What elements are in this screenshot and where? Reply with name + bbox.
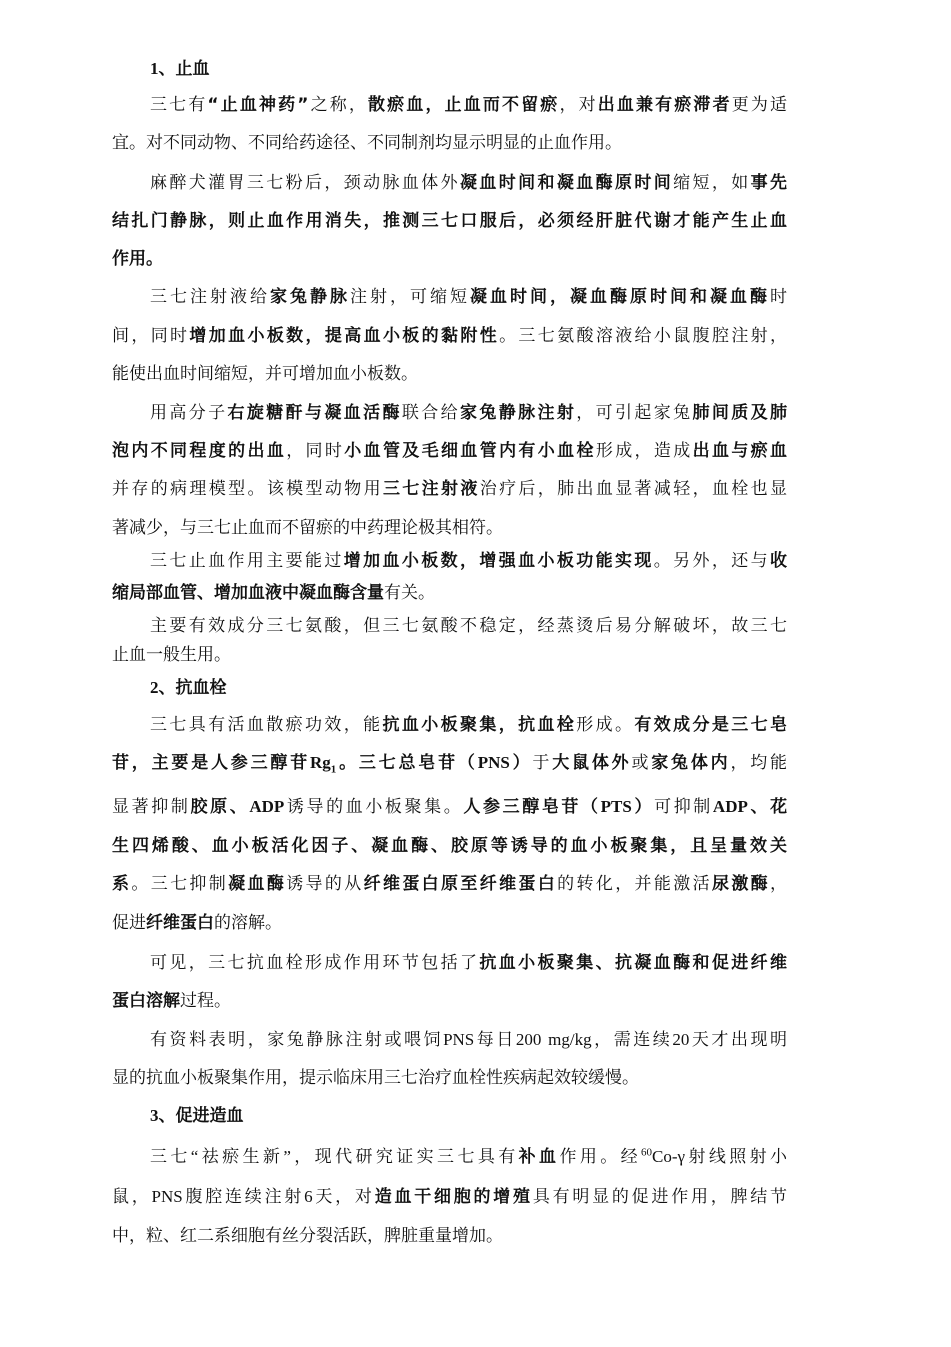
bold-text: 大鼠体外 bbox=[552, 753, 632, 773]
bold-text: 凝血时间和凝血酶原时间 bbox=[460, 173, 674, 193]
bold-text: 三七注射液 bbox=[382, 479, 480, 499]
bold-text: 补血 bbox=[518, 1147, 560, 1167]
text-run: 主要有效成分三七氨酸，但三七氨酸不稳定，经蒸烫后易分解破坏，故三七 bbox=[150, 616, 787, 636]
text-run: ， bbox=[770, 874, 788, 894]
text-run: ，需连续 bbox=[591, 1030, 673, 1050]
bold-text: 胶原 bbox=[190, 797, 230, 817]
text-run: 20 bbox=[672, 1030, 690, 1049]
bold-text: 生四烯酸、血小板活化因子、凝血酶、胶原等诱导的血小板聚集，且呈量效关 bbox=[112, 836, 787, 856]
text-run: 腹腔连续注射 bbox=[182, 1187, 305, 1207]
bold-text: 抗血小板聚集，抗血栓 bbox=[382, 715, 577, 735]
bold-text: 结扎门静脉，则止血作用消失，推测三七口服后，必须经肝脏代谢才能产生止血 bbox=[112, 211, 787, 231]
bold-text: 凝血时间，凝血酶原时间和凝血酶 bbox=[470, 287, 770, 307]
text-run: 三七止血作用主要能过 bbox=[150, 551, 344, 571]
text-run: 天才出现明 bbox=[689, 1030, 788, 1050]
text-run: 的转化，并能激活 bbox=[557, 874, 712, 894]
text-line bbox=[150, 1145, 787, 1169]
text-line bbox=[150, 171, 787, 195]
text-run: 用高分子 bbox=[150, 403, 228, 423]
section-heading bbox=[150, 57, 787, 81]
text-run: 有关。 bbox=[384, 583, 435, 603]
text-line bbox=[150, 713, 787, 737]
bold-text: 蛋白溶解 bbox=[112, 991, 180, 1011]
bold-text: 泡内不同程度的出血 bbox=[112, 441, 287, 461]
text-line bbox=[112, 1066, 787, 1090]
bold-text: 人参三醇皂苷（ bbox=[463, 797, 601, 817]
text-run: 三七注射液给 bbox=[150, 287, 270, 307]
text-run: 诱导的从 bbox=[286, 874, 364, 894]
text-line bbox=[150, 1028, 787, 1052]
bold-text: ） bbox=[509, 753, 533, 773]
text-line bbox=[150, 549, 787, 573]
text-line bbox=[112, 131, 787, 155]
heading-separator: 、 bbox=[158, 59, 176, 79]
text-run: 200 mg/kg bbox=[515, 1030, 592, 1049]
text-line bbox=[112, 247, 787, 271]
bold-text: 造血干细胞的增殖 bbox=[374, 1187, 533, 1207]
text-run: 显的抗血小板聚集作用，提示临床用三七治疗血栓性疾病起效较缓慢。 bbox=[112, 1068, 639, 1088]
bold-text: 作用。 bbox=[112, 249, 163, 269]
text-run: 具有明显的促进作用，脾结节 bbox=[532, 1187, 788, 1207]
bold-text: 苷，主要是人参三醇苷 bbox=[112, 753, 310, 773]
text-run: 止血一般生用。 bbox=[112, 645, 231, 665]
text-run: 三七具有活血散瘀功效，能 bbox=[150, 715, 383, 735]
bold-text: 肺间质及肺 bbox=[692, 403, 787, 423]
text-line bbox=[150, 285, 787, 309]
text-line bbox=[112, 989, 787, 1013]
text-line bbox=[150, 614, 787, 638]
bold-text: Rg bbox=[310, 753, 331, 772]
bold-text: 1 bbox=[330, 763, 337, 776]
text-run: “祛瘀生新” bbox=[190, 1147, 291, 1166]
text-run: 能使出血时间缩短，并可增加血小板数。 bbox=[112, 364, 418, 384]
text-run: 显著抑制 bbox=[112, 797, 191, 817]
text-run: 60 bbox=[641, 1146, 653, 1159]
text-run: ，对 bbox=[559, 95, 598, 115]
bold-text: 出血兼有瘀滞者 bbox=[597, 95, 732, 115]
heading-separator: 、 bbox=[158, 678, 176, 698]
text-run: 缩短，如 bbox=[673, 173, 751, 193]
text-run: 每日 bbox=[474, 1030, 516, 1050]
text-run: ，同时 bbox=[286, 441, 345, 461]
text-run: 过程。 bbox=[180, 991, 231, 1011]
text-run: 并存的病理模型。该模型动物用 bbox=[112, 479, 383, 499]
section-title: 抗血栓 bbox=[175, 678, 227, 698]
text-run: 的溶解。 bbox=[214, 913, 282, 933]
bold-text: 家兔静脉注射 bbox=[460, 403, 577, 423]
section-heading bbox=[150, 676, 787, 700]
text-run: 治疗后，肺出血显著减轻，血栓也显 bbox=[479, 479, 788, 499]
text-line bbox=[112, 795, 787, 819]
bold-text: 家兔静脉 bbox=[270, 287, 350, 307]
bold-text: 小血管及毛细血管内有小血栓 bbox=[344, 441, 596, 461]
bold-text: 收 bbox=[770, 551, 787, 571]
text-line bbox=[112, 362, 787, 386]
text-run: ，现代研究证实三七具有 bbox=[290, 1147, 519, 1167]
text-line bbox=[150, 93, 787, 117]
text-run: 形成。 bbox=[576, 715, 635, 735]
text-run: 更为适 bbox=[731, 95, 787, 115]
text-line bbox=[112, 477, 787, 501]
text-run: 诱导的血小板聚集。 bbox=[284, 797, 464, 817]
text-run: 6 bbox=[304, 1187, 313, 1206]
text-run: ，可引起家兔 bbox=[576, 403, 693, 423]
bold-text: 有效成分是三七皂 bbox=[634, 715, 787, 735]
text-run: 。三七氨酸溶液给小鼠腹腔注射， bbox=[499, 326, 788, 346]
text-run: 。另外，还与 bbox=[653, 551, 770, 571]
section-heading bbox=[150, 1104, 787, 1128]
text-line bbox=[112, 209, 787, 233]
text-run: 三七 bbox=[150, 1147, 191, 1167]
text-line bbox=[112, 324, 787, 348]
text-line bbox=[112, 1185, 787, 1209]
bold-text: 尿激酶 bbox=[711, 874, 771, 894]
text-run: 注射，可缩短 bbox=[350, 287, 470, 307]
text-run: 有资料表明，家兔静脉注射或喂饲 bbox=[150, 1030, 444, 1050]
text-run: 或 bbox=[631, 753, 652, 773]
text-line bbox=[150, 951, 787, 975]
section-number: 1 bbox=[150, 59, 159, 78]
bold-text: 事先 bbox=[750, 173, 787, 193]
bold-text: 、花 bbox=[747, 797, 788, 817]
text-line bbox=[112, 834, 787, 858]
bold-text: “止血神药” bbox=[207, 95, 309, 115]
bold-text: 凝血酶 bbox=[228, 874, 287, 894]
bold-text: 出血与瘀血 bbox=[692, 441, 788, 461]
text-line bbox=[112, 911, 787, 935]
text-run: 之称， bbox=[308, 95, 369, 115]
bold-text: 家兔体内 bbox=[651, 753, 731, 773]
text-line bbox=[150, 401, 787, 425]
text-run: 可抑制 bbox=[654, 797, 713, 817]
section-number: 3 bbox=[150, 1106, 159, 1125]
text-run: 射线照射小 bbox=[685, 1147, 788, 1167]
text-run: 于 bbox=[532, 753, 553, 773]
bold-text: 纤维蛋白 bbox=[146, 913, 214, 933]
bold-text: 纤维蛋白原至纤维蛋白 bbox=[363, 874, 558, 894]
text-run: 天，对 bbox=[312, 1187, 375, 1207]
text-run: 鼠， bbox=[112, 1187, 152, 1207]
text-run: PNS bbox=[443, 1030, 475, 1049]
bold-text: 抗血小板聚集、抗凝血酶和促进纤维 bbox=[479, 953, 787, 973]
bold-text: 。三七总皂苷（ bbox=[336, 753, 478, 773]
text-run: 间，同时 bbox=[112, 326, 190, 346]
text-run: 著减少，与三七止血而不留瘀的中药理论极其相符。 bbox=[112, 518, 503, 538]
bold-text: 缩局部血管、增加血液中凝血酶含量 bbox=[112, 583, 384, 603]
text-run: PNS bbox=[151, 1187, 183, 1206]
text-line bbox=[112, 439, 787, 463]
text-line bbox=[112, 516, 787, 540]
bold-text: ） bbox=[631, 797, 655, 817]
section-title: 止血 bbox=[175, 59, 210, 79]
bold-text: PTS bbox=[600, 797, 632, 816]
text-line bbox=[112, 581, 787, 605]
bold-text: 增加血小板数，增强血小板功能实现 bbox=[343, 551, 654, 571]
section-number: 2 bbox=[150, 678, 159, 697]
text-run: 麻醉犬灌胃三七粉后，颈动脉血体外 bbox=[150, 173, 460, 193]
bold-text: PNS bbox=[477, 753, 510, 772]
text-line bbox=[112, 1224, 787, 1248]
bold-text: 、 bbox=[229, 797, 250, 817]
text-run: 促进 bbox=[112, 913, 146, 933]
bold-text: 右旋糖酐与凝血活酶 bbox=[227, 403, 402, 423]
text-run: 联合给 bbox=[401, 403, 460, 423]
section-title: 促进造血 bbox=[175, 1106, 244, 1126]
text-run: 。三七抑制 bbox=[131, 874, 229, 894]
text-run: 可见，三七抗血栓形成作用环节包括了 bbox=[150, 953, 480, 973]
text-run: 三七有 bbox=[150, 95, 208, 115]
text-run: 时 bbox=[770, 287, 787, 307]
bold-text: 系 bbox=[112, 874, 132, 894]
bold-text: 散瘀血，止血而不留瘀 bbox=[368, 95, 560, 115]
text-line bbox=[112, 751, 787, 775]
heading-separator: 、 bbox=[158, 1106, 176, 1126]
text-run: 中，粒、红二系细胞有丝分裂活跃，脾脏重量增加。 bbox=[112, 1226, 503, 1246]
bold-text: ADP bbox=[712, 797, 748, 816]
text-run: Co-γ bbox=[652, 1147, 686, 1166]
bold-text: ADP bbox=[249, 797, 285, 816]
text-run: 作用。经 bbox=[559, 1147, 642, 1167]
text-line bbox=[112, 872, 787, 896]
bold-text: 增加血小板数，提高血小板的黏附性 bbox=[189, 326, 500, 346]
text-run: ，均能 bbox=[730, 753, 788, 773]
text-run: 宜。对不同动物、不同给药途径、不同制剂均显示明显的止血作用。 bbox=[112, 133, 622, 153]
text-line bbox=[112, 643, 787, 667]
text-run: 形成，造成 bbox=[595, 441, 693, 461]
